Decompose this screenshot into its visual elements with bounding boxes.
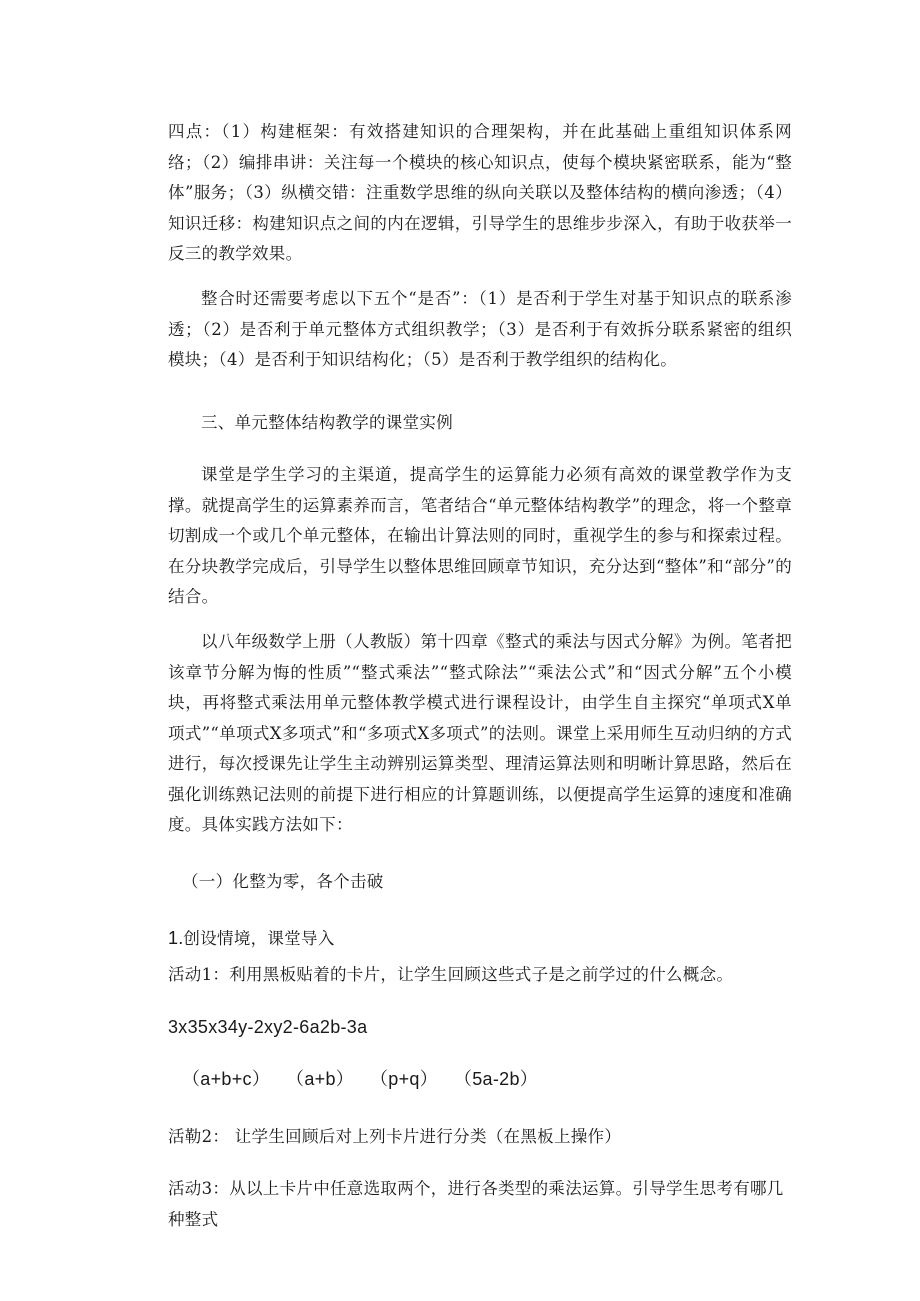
formula-line-1: 3x35x34y-2xy2-6a2b-3a: [168, 1017, 368, 1037]
activity-2: 活勒2： 让学生回顾后对上列卡片进行分类（在黑板上操作）: [168, 1127, 622, 1146]
section-heading-3: 三、单元整体结构教学的课堂实例: [201, 413, 453, 432]
subsection-heading: （一）化整为零，各个击破: [182, 872, 384, 891]
paragraph-five-whether: 整合时还需要考虑以下五个“是否”：（1）是否利于学生对基于知识点的联系渗透；（2）是否利于单元整体方式组织教学；（3）是否利于有效拆分联系紧密的组织模块；（4）是否利于知识结构化；（5）是否利于教学组织的结构化。: [168, 289, 792, 369]
paragraph-framework-points: 四点：（1）构建框架：有效搭建知识的合理架构，并在此基础上重组知识体系网络；（2）编排串讲：关注每一个模块的核心知识点，使每个模块紧密联系，能为“整体”服务；（3）纵横交错：注重数学思维的纵向关联以及整体结构的横向渗透；（4）知识迁移：构建知识点之间的内在逻辑，引导学生的思维步步深入，有助于收获举一反三的教学效果。: [168, 122, 792, 263]
activity-1: 活动1：利用黑板贴着的卡片，让学生回顾这些式子是之前学过的什么概念。: [168, 965, 734, 984]
paragraph-classroom: 课堂是学生学习的主渠道，提高学生的运算能力必须有高效的课堂教学作为支撑。就提高学生的运算素养而言，笔者结合“单元整体结构教学”的理念，将一个整章切割成一个或几个单元整体，在输出计算法则的同时，重视学生的参与和探索过程。在分块教学完成后，引导学生以整体思维回顾章节知识，充分达到“整体”和“部分”的结合。: [168, 465, 792, 606]
step-heading: [168, 923, 792, 955]
activity-3: 活动3：从以上卡片中任意选取两个，进行各类型的乘法运算。引导学生思考有哪几种整式: [168, 1179, 784, 1229]
formula-line-2: （a+b+c） （a+b） （p+q） （5a-2b）: [182, 1069, 539, 1089]
step-title: 创设情境，课堂导入: [183, 929, 335, 948]
step-number: 1.: [168, 928, 184, 948]
paragraph-example-chapter: 以八年级数学上册（人教版）第十四章《整式的乘法与因式分解》为例。笔者把该章节分解为悔的性质”“整式乘法”“整式除法”“乘法公式”和“因式分解”五个小模块，再将整式乘法用单元整体教学模式进行课程设计，由学生自主探究“单项式X单项式”“单项式X多项式”和“多项式X多项式”的法则。课堂上采用师生互动归纳的方式进行，每次授课先让学生主动辨别运算类型、理清运算法则和明晰计算思路，然后在强化训练熟记法则的前提下进行相应的计算题训练，以便提高学生运算的速度和准确度。具体实践方法如下：: [168, 632, 792, 834]
